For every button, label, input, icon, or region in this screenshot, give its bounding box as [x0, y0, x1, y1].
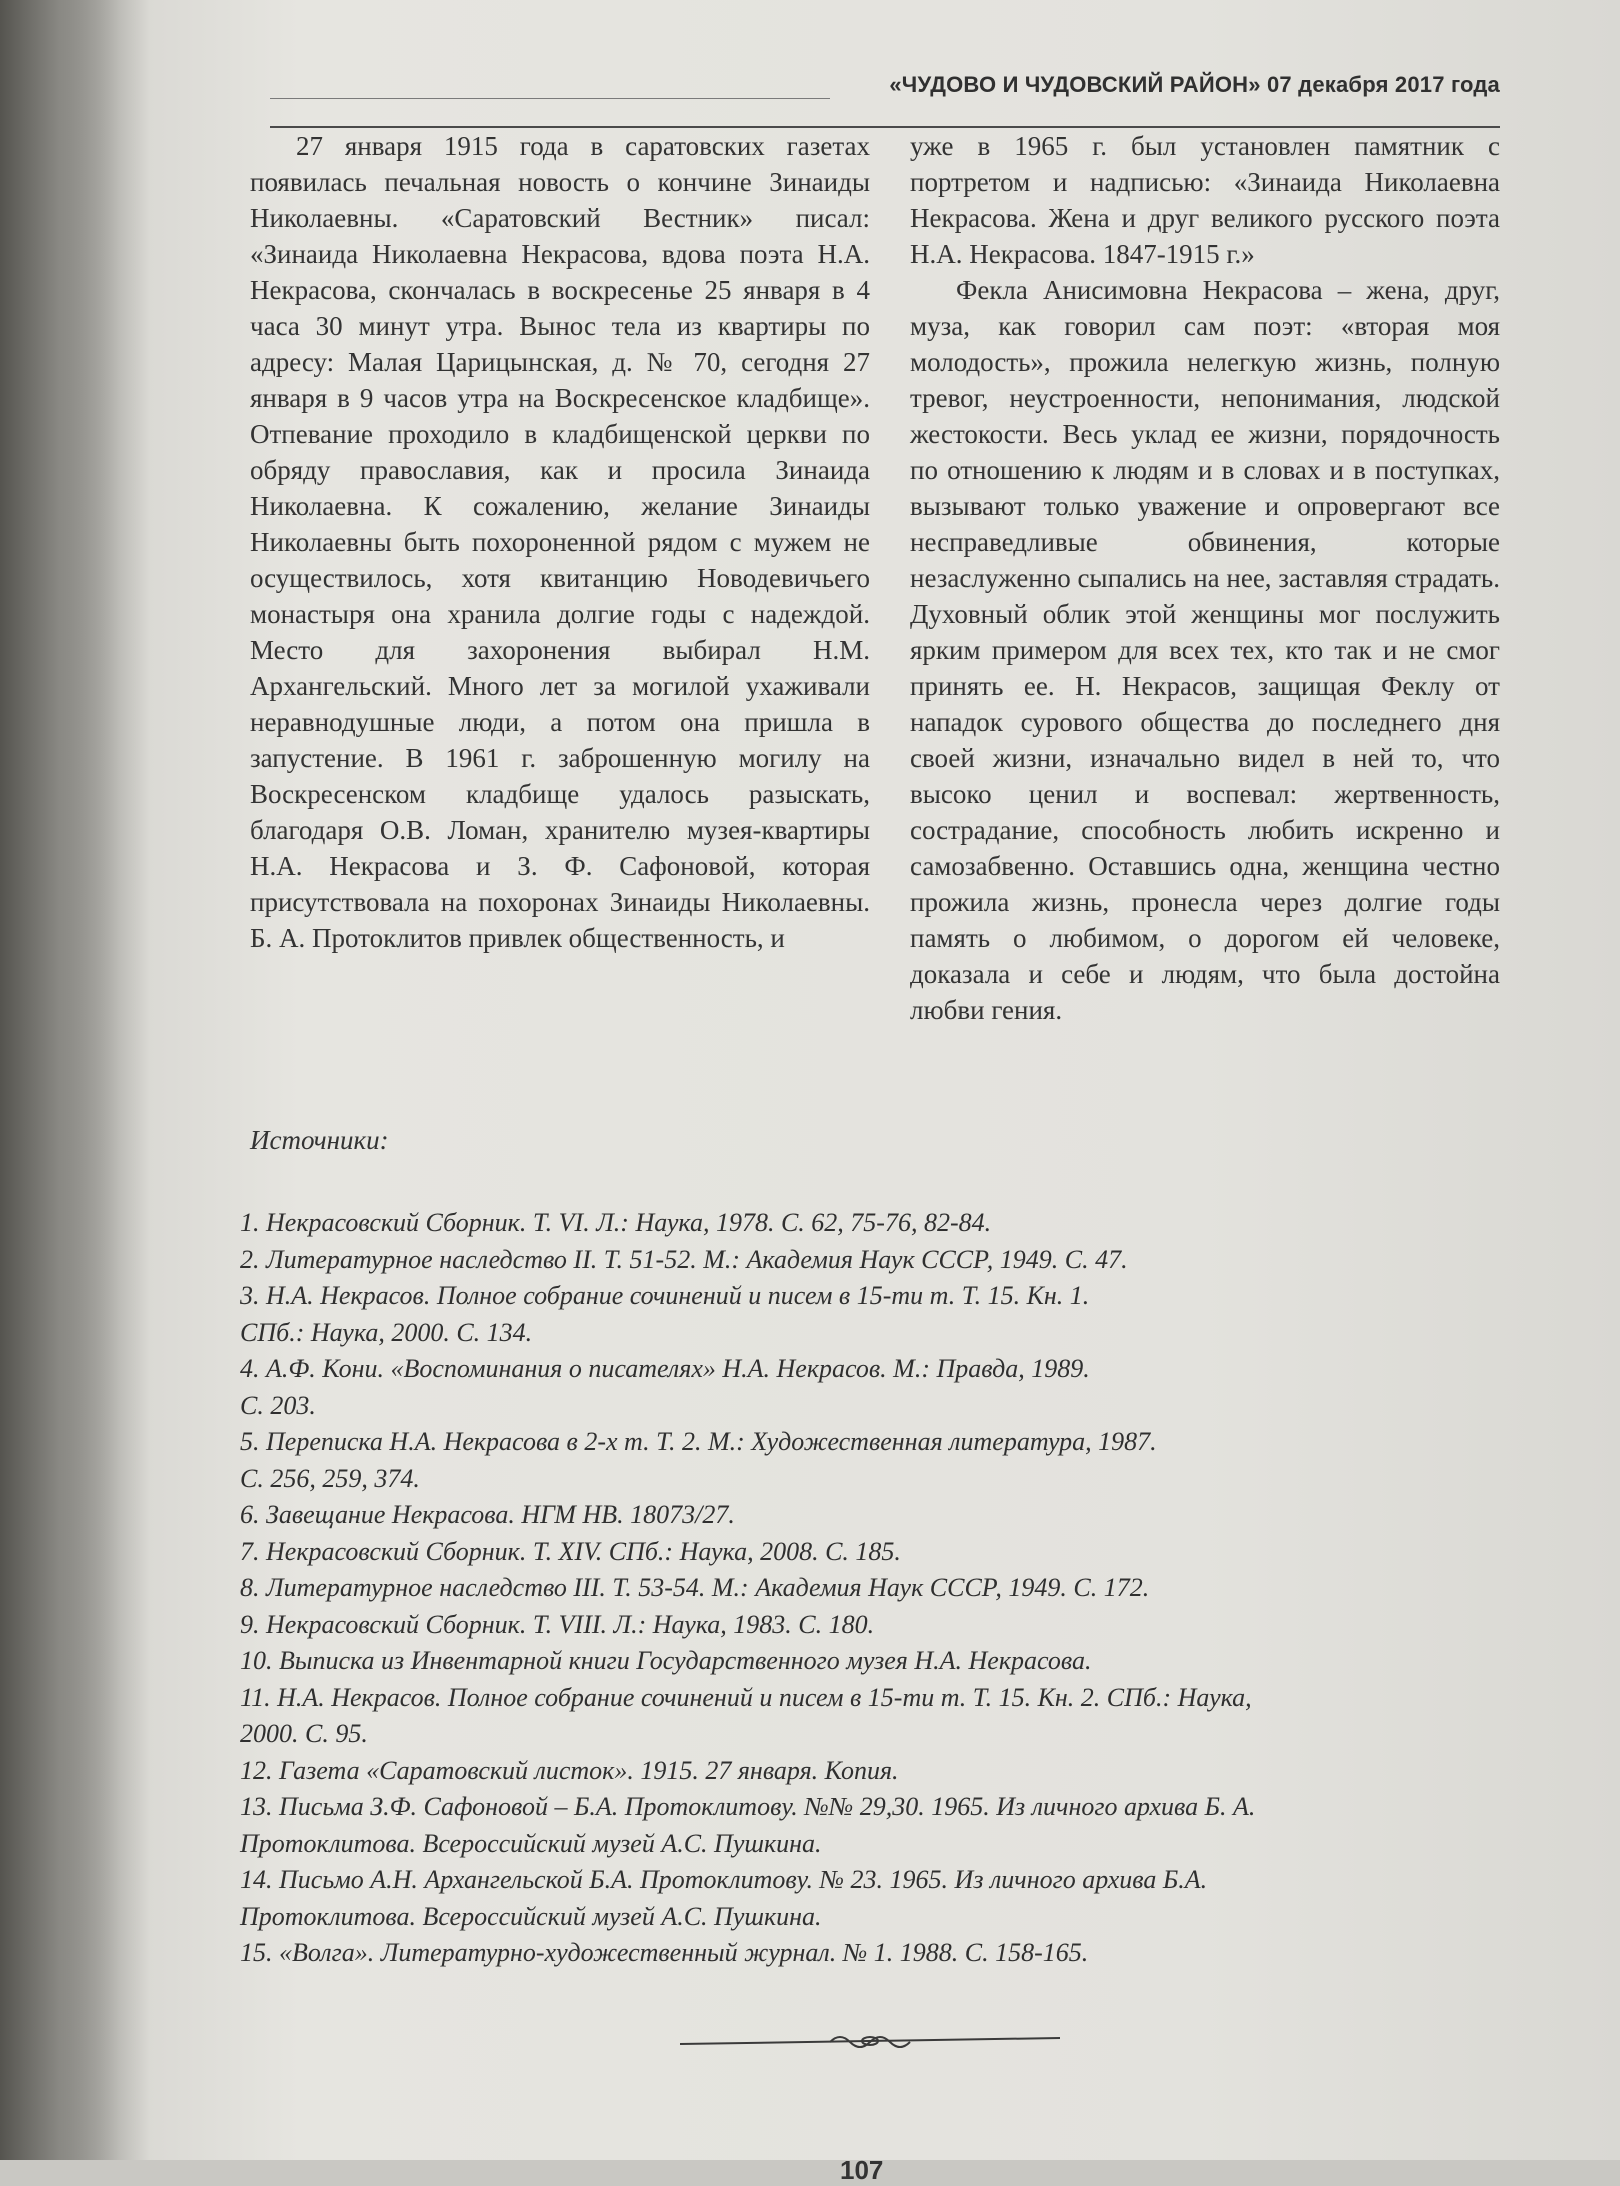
source-item: 15. «Волга». Литературно-художественный журнал. № 1. 1988. С. 158-165. [240, 1938, 1089, 1967]
source-item: С. 256, 259, 374. [240, 1463, 420, 1493]
article-paragraph: Фекла Анисимовна Некрасова – жена, друг, муза, как говорил сам поэт: «вторая моя молодость», прожила нелегкую жизнь, полную тревог, неустроенности, непонимания, людской жестокости. Весь уклад ее жизни, порядочность по отношению к людям и в словах и в поступках, вызывают только уважение и опровергают все несправедливые обвинения, которые незаслуженно сыпались на нее, заставляя страдать. Духовный облик этой женщины мог послужить ярким примером для всех тех, кто так и не смог принять ее. Н. Некрасов, защищая Феклу от нападок сурового общества до последнего дня своей жизни, изначально видел в ней то, что высоко ценил и воспевал: жертвенность, сострадание, способность любить искренно и самозабвенно. Оставшись одна, женщина честно прожила жизнь, пронесла через долгие годы память о любимом, о дорогом ей человеке, доказала и себе и людям, что была достойна любви гения. [910, 275, 1500, 1025]
source-item: 10. Выписка из Инвентарной книги Государственного музея Н.А. Некрасова. [240, 1646, 1092, 1675]
source-item: 8. Литературное наследство III. Т. 53-54. М.: Академия Наук СССР, 1949. С. 172. [240, 1573, 1150, 1602]
source-item: 1. Некрасовский Сборник. Т. VI. Л.: Наука, 1978. С. 62, 75-76, 82-84. [240, 1208, 992, 1237]
header-title: «ЧУДОВО И ЧУДОВСКИЙ РАЙОН» 07 декабря 2017 года [889, 72, 1500, 97]
article-paragraph: 27 января 1915 года в саратовских газетах появилась печальная новость о кончине Зинаиды Николаевны. «Саратовский Вестник» писал: «Зинаида Николаевна Некрасова, вдова поэта Н.А. Некрасова, скончалась в воскресенье 25 января в 4 часа 30 минут утра. Вынос тела из квартиры по адресу: Малая Царицынская, д. № 70, сегодня 27 января в 9 часов утра на Воскресенское кладбище». Отпевание проходило в кладбищенской церкви по обряду православия, как и просила Зинаида Николаевна. К сожалению, желание Зинаиды Николаевны быть похороненной рядом с мужем не осуществилось, хотя квитанцию Новодевичьего монастыря она хранила долгие годы с надеждой. Место для захоронения выбирал Н.М. Архангельский. Много лет за могилой ухаживали неравнодушные люди, а потом она пришла в запустение. В 1961 г. заброшенную могилу на Воскресенском кладбище удалось разыскать, благодаря О.В. Ломан, хранителю музея-квартиры Н.А. Некрасова и З. Ф. Сафоновой, которая присутствовала на похоронах Зинаиды Николаевны. Б. А. Протоклитов привлек общественность, и [250, 131, 870, 953]
source-item: 7. Некрасовский Сборник. Т. XIV. СПб.: Наука, 2008. С. 185. [240, 1536, 901, 1566]
source-item: СПб.: Наука, 2000. С. 134. [240, 1317, 533, 1347]
article-paragraph-continued: уже в 1965 г. был установлен памятник с портретом и надписью: «Зинаида Николаевна Некрасова. Жена и друг великого русского поэта Н.А. Некрасова. 1847-1915 г.» [910, 131, 1500, 269]
source-item: 12. Газета «Саратовский листок». 1915. 27 января. Копия. [240, 1755, 899, 1785]
source-item: Протоклитова. Всероссийский музей А.С. Пушкина. [240, 1828, 822, 1858]
source-item: 2. Литературное наследство II. Т. 51-52. М.: Академия Наук СССР, 1949. С. 47. [240, 1244, 1128, 1274]
source-item: 11. Н.А. Некрасов. Полное собрание сочинений и писем в 15-ти т. Т. 15. Кн. 2. СПб.: Наука, [240, 1682, 1252, 1712]
source-item: 4. А.Ф. Кони. «Воспоминания о писателях» Н.А. Некрасов. М.: Правда, 1989. [240, 1354, 1090, 1383]
source-item: 2000. С. 95. [240, 1719, 368, 1748]
header-rule [270, 98, 830, 99]
source-item: Протоклитова. Всероссийский музей А.С. Пушкина. [240, 1901, 822, 1931]
article-column-left [250, 128, 870, 956]
sources-heading: Источники: [250, 1125, 389, 1155]
source-item: С. 203. [240, 1390, 316, 1420]
article-column-right [910, 128, 1500, 1028]
source-item: 13. Письма З.Ф. Сафоновой – Б.А. Протоклитову. №№ 29,30. 1965. Из личного архива Б. А. [240, 1792, 1256, 1821]
book-gutter-shadow [0, 0, 150, 2160]
document-page [240, 50, 1510, 2185]
source-item: 9. Некрасовский Сборник. Т. VIII. Л.: Наука, 1983. С. 180. [240, 1609, 875, 1639]
sources-list [240, 1205, 1490, 1972]
page-number: 107 [840, 2155, 884, 2185]
source-item: 3. Н.А. Некрасов. Полное собрание сочинений и писем в 15-ти т. Т. 15. Кн. 1. [240, 1281, 1090, 1310]
source-item: 5. Переписка Н.А. Некрасова в 2-х т. Т. 2. М.: Художественная литература, 1987. [240, 1427, 1157, 1456]
running-header [270, 72, 1500, 128]
source-item: 14. Письмо А.Н. Архангельской Б.А. Протоклитову. № 23. 1965. Из личного архива Б.А. [240, 1865, 1208, 1894]
ornament-divider-icon [680, 2020, 1060, 2060]
source-item: 6. Завещание Некрасова. НГМ НВ. 18073/27. [240, 1500, 735, 1529]
